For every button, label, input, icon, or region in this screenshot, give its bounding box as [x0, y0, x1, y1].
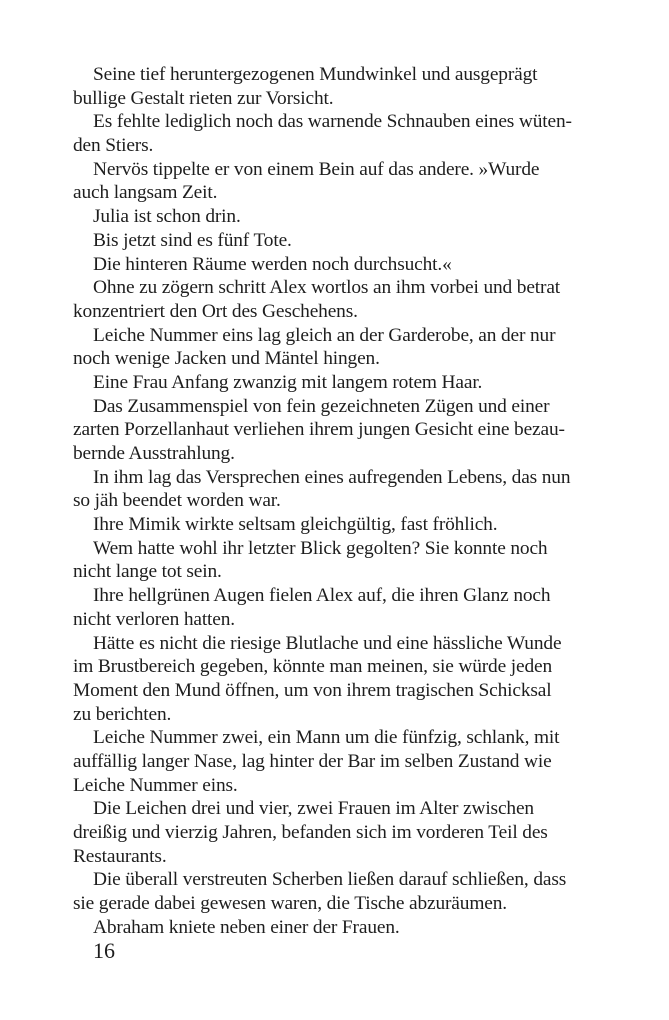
text-line: Abraham kniete neben einer der Frauen.	[93, 916, 400, 938]
body-text	[73, 63, 580, 939]
text-line: zarten Porzellanhaut verliehen ihrem jungen Gesicht eine bezau-	[73, 419, 565, 441]
text-line: Ihre Mimik wirkte seltsam gleichgültig, fast fröhlich.	[93, 514, 498, 536]
text-line: Ohne zu zögern schritt Alex wortlos an ihm vorbei und betrat	[93, 277, 561, 299]
text-line: konzentriert den Ort des Geschehens.	[73, 300, 358, 322]
text-line: nicht verloren hatten.	[73, 608, 235, 630]
text-line: sie gerade dabei gewesen waren, die Tische abzuräumen.	[73, 893, 507, 915]
text-line: auch langsam Zeit.	[73, 182, 218, 204]
text-line: Das Zusammenspiel von fein gezeichneten Zügen und einer	[93, 395, 550, 417]
text-line: Seine tief heruntergezogenen Mundwinkel und ausgeprägt	[93, 64, 538, 85]
text-line: nicht lange tot sein.	[73, 561, 222, 583]
page-number: 16	[93, 938, 115, 963]
text-line: Die überall verstreuten Scherben ließen darauf schließen, dass	[93, 869, 567, 891]
text-line: In ihm lag das Versprechen eines aufregenden Lebens, das nun	[93, 466, 571, 488]
text-line: Leiche Nummer zwei, ein Mann um die fünfzig, schlank, mit	[93, 727, 560, 749]
text-line: den Stiers.	[73, 135, 154, 157]
text-line: Moment den Mund öffnen, um von ihrem tragischen Schicksal	[73, 679, 552, 701]
text-line: Es fehlte lediglich noch das warnende Schnauben eines wüten-	[93, 111, 572, 133]
text-line: Leiche Nummer eins.	[73, 774, 238, 796]
text-line: Die Leichen drei und vier, zwei Frauen im Alter zwischen	[93, 798, 534, 820]
text-line: Ihre hellgrünen Augen fielen Alex auf, die ihren Glanz noch	[93, 585, 551, 607]
text-line: dreißig und vierzig Jahren, befanden sich im vorderen Teil des	[73, 822, 548, 843]
text-line: Leiche Nummer eins lag gleich an der Garderobe, an der nur	[93, 324, 556, 346]
text-line: Wem hatte wohl ihr letzter Blick gegolten? Sie konnte noch	[93, 537, 548, 559]
text-line: Die hinteren Räume werden noch durchsucht.«	[93, 253, 452, 275]
text-line: Restaurants.	[73, 845, 167, 867]
text-line: Julia ist schon drin.	[93, 206, 241, 228]
text-line: auffällig langer Nase, lag hinter der Bar im selben Zustand wie	[73, 750, 552, 772]
text-line: im Brustbereich gegeben, könnte man meinen, sie würde jeden	[73, 656, 552, 678]
text-line: bernde Ausstrahlung.	[73, 443, 235, 464]
text-line: so jäh beendet worden war.	[73, 490, 281, 512]
text-line: bullige Gestalt rieten zur Vorsicht.	[73, 87, 334, 109]
text-line: noch wenige Jacken und Mäntel hingen.	[73, 348, 380, 370]
text-line: Hätte es nicht die riesige Blutlache und eine hässliche Wunde	[93, 632, 562, 654]
text-line: Bis jetzt sind es fünf Tote.	[93, 229, 292, 251]
text-line: Nervös tippelte er von einem Bein auf das andere. »Wurde	[93, 158, 540, 180]
text-line: Eine Frau Anfang zwanzig mit langem rotem Haar.	[93, 371, 483, 393]
text-line: zu berichten.	[73, 703, 172, 725]
